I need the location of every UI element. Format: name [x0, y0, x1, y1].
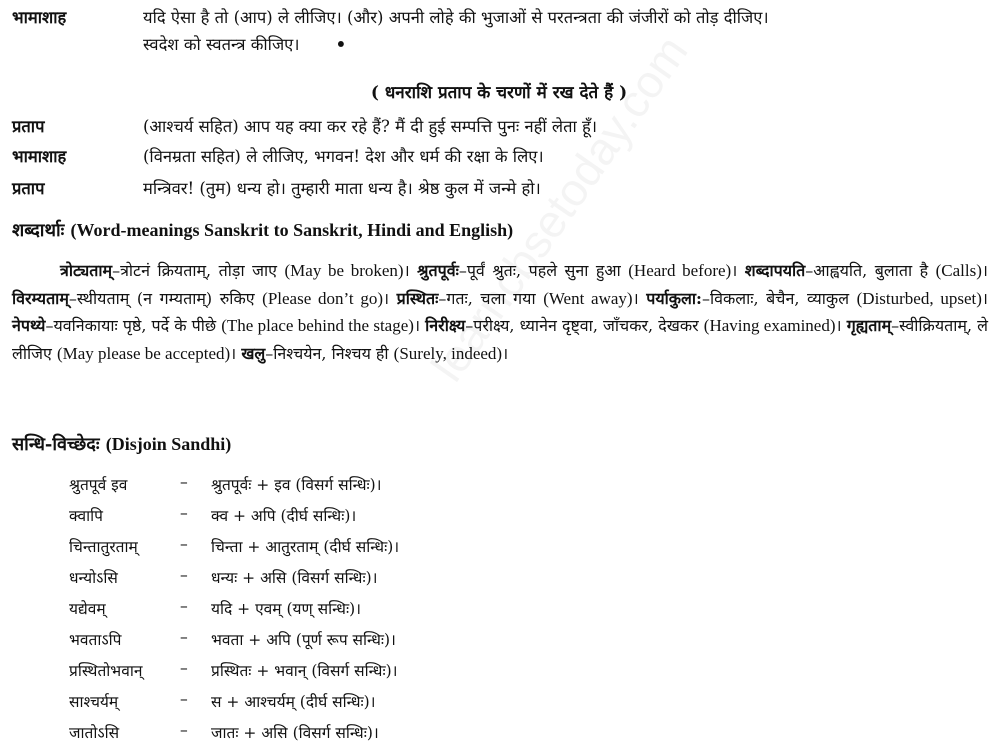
- sandhi-split: श्रुतपूर्वः + इव (विसर्ग सन्धिः)।: [211, 476, 382, 494]
- heading-english: (Disjoin Sandhi): [105, 434, 232, 454]
- speaker-name: भामाशाह: [12, 147, 67, 166]
- word-meaning-definition: त्रोटनं क्रियताम्, तोड़ा जाए: [120, 261, 277, 280]
- word-meaning-english: (Surely, indeed): [393, 343, 503, 363]
- stage-direction: ( धनराशि प्रताप के चरणों में रख देते हैं ): [370, 83, 628, 103]
- word-meaning-definition: स्वीक्रियताम्, ले लीजिए: [12, 316, 988, 363]
- dialogue-line: [12, 115, 988, 139]
- word-meaning-term: प्रस्थितः: [396, 288, 439, 308]
- word-meaning-english: (May be broken): [284, 261, 404, 280]
- word-meaning-english: (The place behind the stage): [221, 316, 414, 335]
- sandhi-dash: –: [180, 721, 188, 739]
- sandhi-word: जातोऽसि: [69, 724, 120, 742]
- word-meaning-term: शब्दापयति: [744, 261, 806, 280]
- word-meaning-definition: यवनिकायाः पृष्ठे, पर्दे के पीछे: [53, 316, 217, 335]
- word-meaning-separator: –: [112, 261, 121, 280]
- sandhi-heading: [12, 432, 231, 456]
- word-meaning-separator: –: [465, 316, 474, 335]
- word-meaning-definition: गतः, चला गया: [446, 288, 536, 308]
- speaker-name: भामाशाह: [12, 8, 67, 27]
- sandhi-split: धन्यः + असि (विसर्ग सन्धिः)।: [211, 569, 378, 587]
- word-meaning-english: (Having examined): [703, 316, 836, 335]
- word-meaning-term: विरम्यताम्: [12, 288, 69, 308]
- word-meaning-separator: –: [45, 316, 54, 335]
- sandhi-word: श्रुतपूर्व इव: [69, 476, 128, 494]
- sandhi-word: यद्येवम्: [69, 600, 106, 618]
- sandhi-dash: –: [180, 690, 188, 708]
- dialogue-text-content: स्वदेश को स्वतन्त्र कीजिए।: [143, 35, 300, 54]
- sandhi-word: क्वापि: [69, 507, 103, 525]
- dialogue-line: [12, 145, 988, 169]
- word-meaning-english: (Heard before): [628, 261, 732, 280]
- word-meaning-definition: विकलाः, बेचैन, व्याकुल: [709, 288, 850, 308]
- sandhi-split: क्व + अपि (दीर्घ सन्धिः)।: [211, 507, 357, 525]
- word-meaning-english: (Please don’t go): [262, 288, 383, 308]
- word-meaning-english: (Calls): [935, 261, 982, 280]
- dialogue-text: (आश्चर्य सहित) आप यह क्या कर रहे हैं? मैं दी हुई सम्पत्ति पुनः नहीं लेता हूँ।: [143, 117, 598, 136]
- dialogue-line: [12, 6, 988, 30]
- word-meaning-term: नेपथ्ये: [12, 316, 46, 335]
- speaker-name: प्रताप: [12, 117, 45, 136]
- sandhi-split: यदि + एवम् (यण् सन्धिः)।: [211, 600, 362, 618]
- sandhi-split: जातः + असि (विसर्ग सन्धिः)।: [211, 724, 379, 742]
- word-meaning-definition: परीक्ष्य, ध्यानेन दृष्ट्वा, जाँचकर, देखकर: [473, 316, 699, 335]
- dialogue-line: [12, 177, 988, 201]
- bullet-mark: •: [335, 35, 347, 54]
- sandhi-dash: –: [180, 659, 188, 677]
- sandhi-word: भवताऽपि: [69, 631, 122, 649]
- sandhi-word: प्रस्थितोभवान्: [69, 662, 143, 680]
- dialogue-text: यदि ऐसा है तो (आप) ले लीजिए। (और) अपनी लोहे की भुजाओं से परतन्त्रता की जंजीरों को तोड़ दीजिए।: [143, 8, 769, 27]
- word-meaning-separator: –: [891, 316, 900, 335]
- heading-english: (Word-meanings Sanskrit to Sanskrit, Hindi and English): [70, 220, 514, 240]
- word-meaning-english: (May please be accepted): [56, 343, 231, 363]
- word-meaning-term: पर्याकुला:: [646, 288, 702, 308]
- sandhi-dash: –: [180, 535, 188, 553]
- sandhi-split: स + आश्चर्यम् (दीर्घ सन्धिः)।: [211, 693, 376, 711]
- word-meaning-term: त्रोट्यताम्: [60, 261, 113, 280]
- sandhi-word: चिन्तातुरताम्: [69, 538, 138, 556]
- word-meaning-definition: निश्चयेन, निश्चय ही: [273, 343, 389, 363]
- sandhi-word: साश्चर्यम्: [69, 693, 119, 711]
- word-meaning-term: निरीक्ष्य: [425, 316, 466, 335]
- word-meaning-term: गृह्यताम्: [846, 316, 892, 335]
- sandhi-dash: –: [180, 566, 188, 584]
- dialogue-text: [143, 33, 998, 57]
- word-meaning-definition: आह्वयति, बुलाता है: [813, 261, 929, 280]
- sandhi-split: चिन्ता + आतुरताम् (दीर्घ सन्धिः)।: [211, 538, 400, 556]
- word-meanings-heading: [12, 218, 513, 242]
- sandhi-dash: –: [180, 473, 188, 491]
- word-meaning-separator: –: [701, 288, 710, 308]
- dialogue-line: [12, 33, 988, 57]
- sandhi-split: प्रस्थितः + भवान् (विसर्ग सन्धिः)।: [211, 662, 398, 680]
- word-meanings-paragraph: त्रोट्यताम्–त्रोटनं क्रियताम्, तोड़ा जाए (May be broken)। श्रुतपूर्वः–पूर्वं श्रुतः, पहले सुना हुआ (Heard before)। शब्दापयति–आह्वयति, बुलाता है (Calls)। विरम्यताम्–स्थीयताम् (न गम्यताम्) रुकिए (Please don’t go)। प्रस्थितः–गतः, चला गया (Went away)। पर्याकुला:–विकलाः, बेचैन, व्याकुल (Disturbed, upset)। नेपथ्ये–यवनिकायाः पृष्ठे, पर्दे के पीछे (The place behind the stage)। निरीक्ष्य–परीक्ष्य, ध्यानेन दृष्ट्वा, जाँचकर, देखकर (Having examined)। गृह्यताम्–स्वीक्रियताम्, ले लीजिए (May please be accepted)। खलु–निश्चयेन, निश्चय ही (Surely, indeed)।: [12, 261, 988, 363]
- word-meaning-term: श्रुतपूर्वः: [417, 261, 459, 280]
- dialogue-text: (विनम्रता सहित) ले लीजिए, भगवन! देश और धर्म की रक्षा के लिए।: [143, 147, 544, 166]
- word-meaning-english: (Disturbed, upset): [856, 288, 982, 308]
- sandhi-dash: –: [180, 504, 188, 522]
- sandhi-dash: –: [180, 628, 188, 646]
- word-meaning-separator: –: [68, 288, 77, 308]
- sandhi-dash: –: [180, 597, 188, 615]
- word-meaning-term: खलु: [241, 343, 266, 363]
- sandhi-word: धन्योऽसि: [69, 569, 118, 587]
- word-meaning-separator: –: [438, 288, 447, 308]
- word-meaning-definition: स्थीयताम् (न गम्यताम्) रुकिए: [76, 288, 255, 308]
- word-meaning-separator: –: [265, 343, 274, 363]
- word-meaning-english: (Went away): [543, 288, 633, 308]
- word-meaning-definition: पूर्वं श्रुतः, पहले सुना हुआ: [466, 261, 621, 280]
- speaker-name: प्रताप: [12, 179, 45, 198]
- word-meaning-separator: –: [805, 261, 814, 280]
- sandhi-split: भवता + अपि (पूर्ण रूप सन्धिः)।: [211, 631, 396, 649]
- heading-hindi: सन्धि-विच्छेदः: [12, 434, 100, 455]
- dialogue-text: मन्त्रिवर! (तुम) धन्य हो। तुम्हारी माता धन्य है। श्रेष्ठ कुल में जन्मे हो।: [143, 179, 541, 198]
- heading-hindi: शब्दार्थाः: [12, 220, 65, 241]
- word-meaning-separator: –: [458, 261, 467, 280]
